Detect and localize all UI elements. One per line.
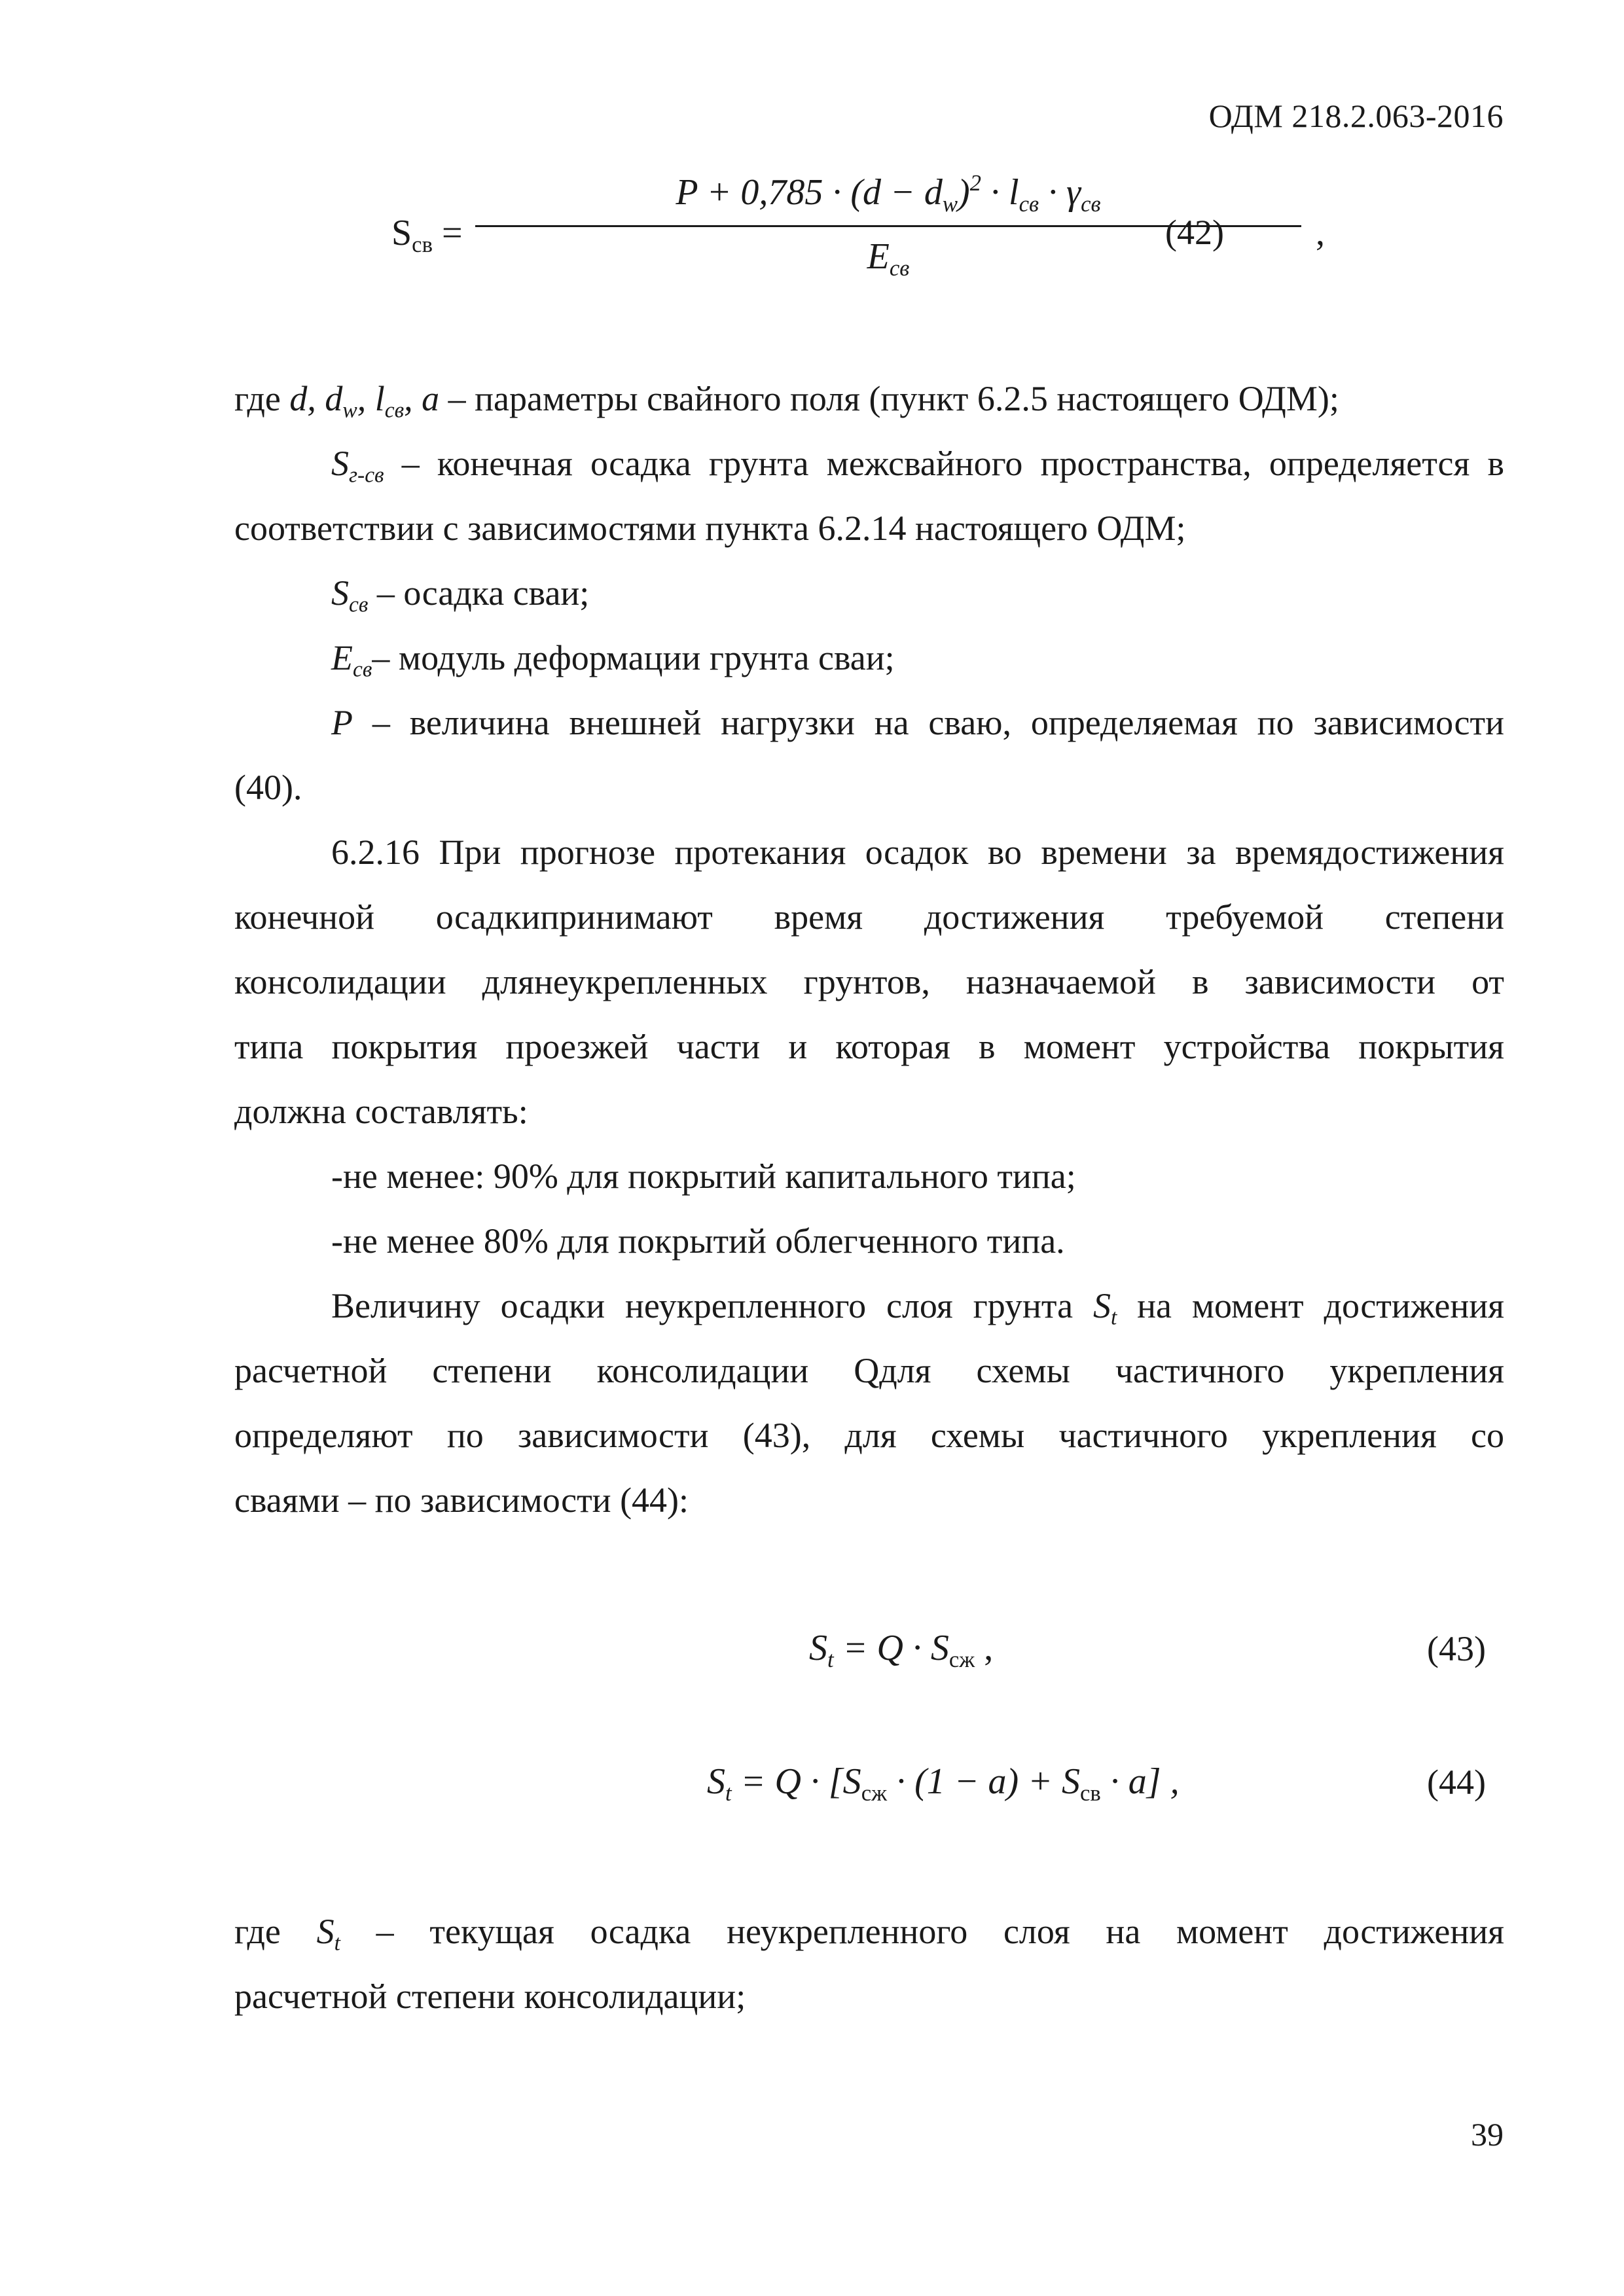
section-6-2-16-line-4: типа покрытия проезжей части и которая в момент устройства покрытия bbox=[234, 1027, 1504, 1066]
document-header-id: ОДМ 218.2.063-2016 bbox=[1208, 98, 1504, 134]
settlement-paragraph-line-4: сваями – по зависимости (44): bbox=[234, 1480, 689, 1520]
definition-params: где d, $d_w$, $l_{св}$, a – параметры свайного поля (пункт 6.2.5 настоящего ОДМ); bbox=[234, 379, 1339, 423]
formula-42-lhs: $S_{св}$ = bbox=[391, 213, 463, 258]
settlement-paragraph-line-1: Величину осадки неукрепленного слоя грунта $S_t$ на момент достижения bbox=[331, 1286, 1504, 1330]
definition-p: P – величина внешней нагрузки на сваю, определяемая по зависимости bbox=[331, 703, 1504, 742]
where-st-line-1: где $S_t$ – текущая осадка неукрепленного слоя на момент достижения bbox=[234, 1912, 1505, 1956]
section-6-2-16-line-3: консолидации длянеукрепленных грунтов, назначаемой в зависимости от bbox=[234, 962, 1504, 1001]
definition-e-sv: $E_{св}-$ модуль деформации грунта сваи; bbox=[331, 638, 895, 682]
formula-42-number: (42) bbox=[1165, 213, 1224, 252]
formula-42-denominator: $E_{св}$ bbox=[867, 236, 910, 281]
settlement-paragraph-line-2: расчетной степени консолидации Qдля схемы частичного укрепления bbox=[234, 1351, 1504, 1390]
page-number: 39 bbox=[1471, 2116, 1504, 2153]
definition-p-cont: (40). bbox=[234, 768, 302, 807]
definition-s-g-sv-cont: соответствии с зависимостями пункта 6.2.14 настоящего ОДМ; bbox=[234, 509, 1186, 548]
definitions-block bbox=[234, 367, 1504, 1533]
formula-42-comma: , bbox=[1316, 213, 1325, 253]
bullet-capital-type: -не менее: 90% для покрытий капитального типа; bbox=[331, 1157, 1076, 1196]
definition-s-sv: $S_{св}$ – осадка сваи; bbox=[331, 573, 590, 617]
bullet-light-type: -не менее 80% для покрытий облегченного типа. bbox=[331, 1221, 1065, 1261]
formula-44-number: (44) bbox=[1427, 1763, 1486, 1802]
formula-44: $S_t = Q \cdot [S_{сж} \cdot (1 - a) + S_{св} \cdot a]$ , bbox=[707, 1761, 1180, 1806]
where-st-block bbox=[234, 1899, 1504, 2029]
settlement-paragraph-line-3: определяют по зависимости (43), для схемы частичного укрепления со bbox=[234, 1416, 1504, 1455]
section-6-2-16-line-2: конечной осадкипринимают время достижения требуемой степени bbox=[234, 897, 1504, 937]
definition-s-g-sv: $S_{г-св}$ – конечная осадка грунта межсвайного пространства, определяется в bbox=[331, 444, 1504, 488]
section-6-2-16-line-1: 6.2.16 При прогнозе протекания осадок во времени за времядостижения bbox=[331, 833, 1504, 872]
where-st-line-2: расчетной степени консолидации; bbox=[234, 1977, 746, 2016]
section-6-2-16-line-5: должна составлять: bbox=[234, 1092, 528, 1131]
formula-42-numerator: $P + 0,785 \cdot (d - d_w)^2 \cdot l_{св} \cdot \gamma_{св}$ bbox=[676, 170, 1101, 217]
formula-43-number: (43) bbox=[1427, 1629, 1486, 1668]
formula-43: $S_t = Q \cdot S_{сж}$ , bbox=[809, 1628, 994, 1673]
